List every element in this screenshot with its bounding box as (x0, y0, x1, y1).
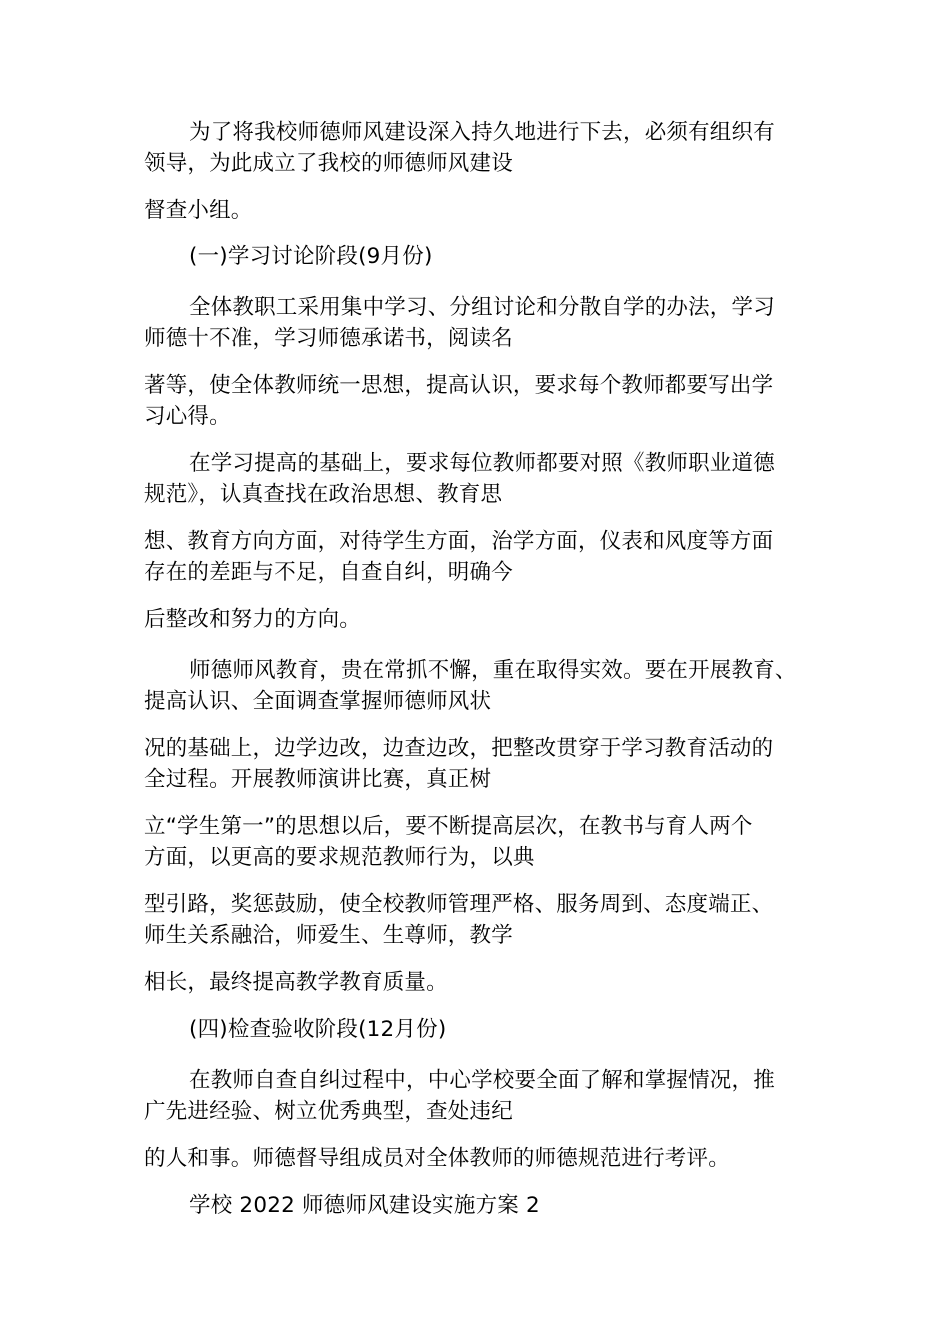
paragraph-self-check-cont (144, 526, 834, 588)
text-line: 规范》，认真查找在政治思想、教育思 (144, 482, 503, 507)
text-line: 想、教育方向方面，对待学生方面，治学方面，仪表和风度等方面 (144, 529, 774, 554)
text-line: 的人和事。师德督导组成员对全体教师的师德规范进行考评。 (144, 1146, 730, 1171)
text-line: 全过程。开展教师演讲比赛，真正树 (144, 767, 492, 792)
paragraph-inspection-end (144, 1143, 834, 1174)
text-line: (一)学习讨论阶段(9月份) (189, 244, 433, 269)
section-heading-study-stage (144, 241, 834, 272)
paragraph-ethics-education (144, 655, 834, 717)
text-line: 况的基础上，边学边改，边查边改，把整改贯穿于学习教育活动的 (144, 736, 774, 761)
text-line: 立“学生第一”的思想以后，要不断提高层次，在教书与育人两个 (144, 814, 753, 839)
text-line: 学校 2022 师德师风建设实施方案 2 (189, 1193, 540, 1218)
section-heading-inspection-stage (144, 1014, 834, 1045)
text-line: 为了将我校师德师风建设深入持久地进行下去，必须有组织有 (189, 120, 775, 145)
text-line: 习心得。 (144, 404, 231, 429)
text-line: 提高认识、全面调查掌握师德师风状 (144, 689, 492, 714)
text-line: 在学习提高的基础上，要求每位教师都要对照《教师职业道德 (189, 451, 775, 476)
text-line: 著等，使全体教师统一思想，提高认识，要求每个教师都要写出学 (144, 373, 774, 398)
paragraph-ethics-education-cont3 (144, 889, 834, 951)
text-line: (四)检查验收阶段(12月份) (189, 1017, 447, 1042)
paragraph-study-method-cont (144, 370, 834, 432)
text-line: 后整改和努力的方向。 (144, 607, 362, 632)
paragraph-ethics-education-cont (144, 733, 834, 795)
paragraph-ethics-education-end (144, 967, 834, 998)
paragraph-study-method (144, 292, 834, 354)
paragraph-supervision-group (144, 195, 834, 226)
text-line: 在教师自查自纠过程中，中心学校要全面了解和掌握情况，推 (189, 1068, 775, 1093)
text-line: 存在的差距与不足，自查自纠，明确今 (144, 560, 513, 585)
paragraph-inspection (144, 1065, 834, 1127)
text-line: 型引路，奖惩鼓励，使全校教师管理严格、服务周到、态度端正、 (144, 892, 774, 917)
text-line: 师德师风教育，贵在常抓不懈，重在取得实效。要在开展教育、 (189, 658, 797, 683)
text-line: 方面，以更高的要求规范教师行为，以典 (144, 845, 535, 870)
text-line: 领导，为此成立了我校的师德师风建设 (144, 151, 513, 176)
text-line: 广先进经验、树立优秀典型，查处违纪 (144, 1099, 513, 1124)
text-line: 督查小组。 (144, 198, 253, 223)
paragraph-intro (144, 117, 834, 179)
text-line: 师德十不准，学习师德承诺书，阅读名 (144, 326, 513, 351)
paragraph-ethics-education-cont2 (144, 811, 834, 873)
text-line: 相长，最终提高教学教育质量。 (144, 970, 448, 995)
paragraph-self-check (144, 448, 834, 510)
text-line: 师生关系融洽，师爱生、生尊师，教学 (144, 923, 513, 948)
paragraph-self-check-end (144, 604, 834, 635)
text-line: 全体教职工采用集中学习、分组讨论和分散自学的办法，学习 (189, 295, 775, 320)
section-title-plan-2 (144, 1190, 834, 1221)
